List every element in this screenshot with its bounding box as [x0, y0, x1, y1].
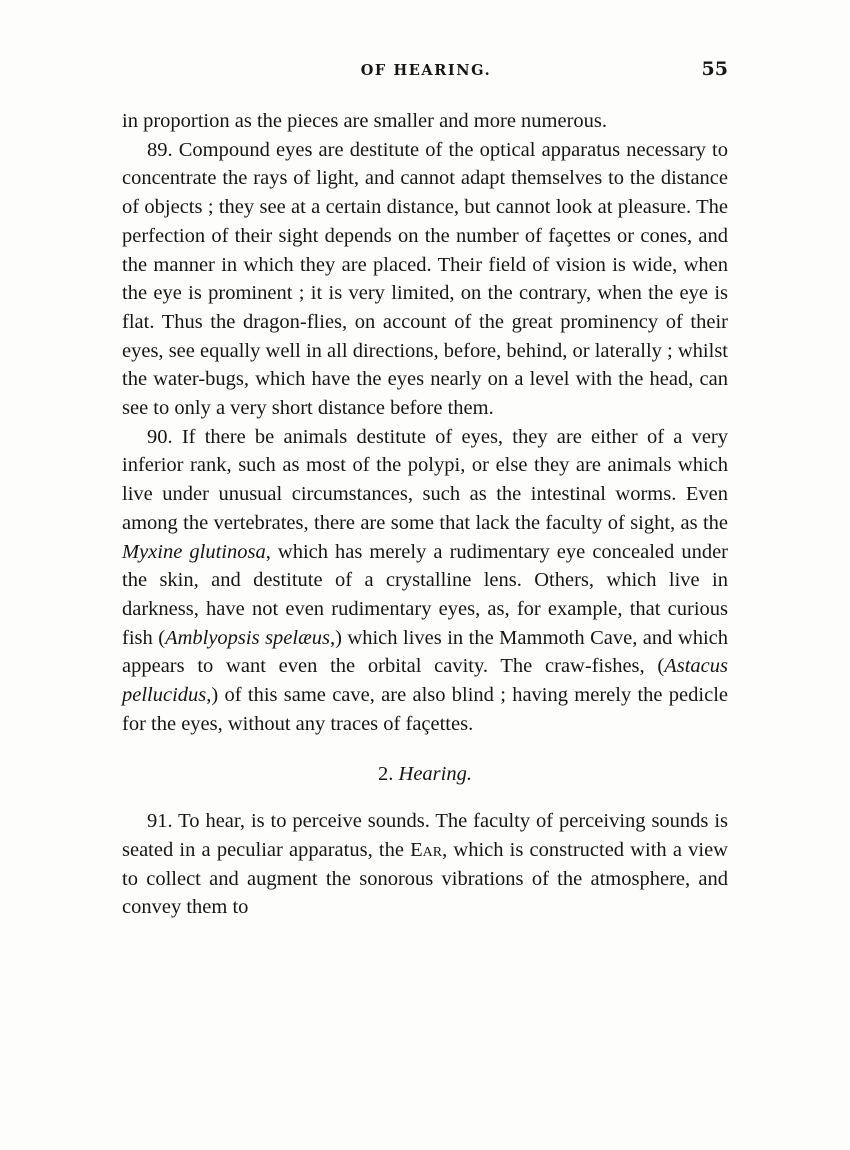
paragraph-90 [122, 423, 728, 739]
paragraph-continued: in proportion as the pieces are smaller and more numerous. [122, 110, 608, 132]
section-title: Hearing. [398, 763, 472, 786]
section-heading [122, 760, 728, 789]
paragraph-90-text-2: , which has merely a rudimentary eye concealed under the skin, and destitute of a crystalline lens. Others, which live in darkness, have not even rudimentary eyes, as, for example, that curious fish ( [122, 540, 728, 649]
species-name-myxine: Myxine glutinosa [122, 540, 266, 563]
running-title: OF HEARING. [360, 62, 492, 79]
body-text [122, 107, 728, 922]
paragraph-91 [122, 807, 728, 922]
paragraph-90-text-4: ,) of this same cave, are also blind ; having merely the pedicle for the eyes, without any traces of façettes. [122, 684, 728, 735]
paragraph-89: 89. Compound eyes are destitute of the optical apparatus necessary to concentrate the rays of light, and cannot adapt themselves to the distance of objects ; they see at a certain distance, but cannot look at pleasure. The perfection of their sight depends on the number of façettes or cones, and the manner in which they are placed. Their field of vision is wide, when the eye is prominent ; it is very limited, on the contrary, when the eye is flat. Thus the dragon-flies, on account of the great prominency of their eyes, see equally well in all directions, before, behind, or laterally ; whilst the water-bugs, which have the eyes nearly on a level with the head, can see to only a very short distance before them. [122, 138, 728, 420]
running-head [122, 58, 730, 88]
paragraph-90-text-3: ,) which lives in the Mammoth Cave, and which appears to want even the orbital cavity. The craw-fishes, ( [122, 626, 728, 678]
term-ear: Ear [410, 838, 443, 861]
species-name-astacus: Astacus pellucidus [122, 655, 728, 707]
page-number: 55 [701, 58, 728, 80]
paragraph-91-text-1: 91. To hear, is to perceive sounds. The faculty of perceiving sounds is seated in a peculiar apparatus, the [122, 810, 728, 861]
species-name-amblyopsis: Amblyopsis spelæus [165, 626, 330, 649]
paragraph-91-text-2: , which is constructed with a view to collect and augment the sonorous vibrations of the atmosphere, and convey them to [122, 838, 728, 919]
section-number: 2. [378, 763, 394, 786]
paragraph-90-text-1: 90. If there be animals destitute of eyes, they are either of a very inferior rank, such as most of the polypi, or else they are animals which live under unusual circumstances, such as the intestinal worms. Even among the vertebrates, there are some that lack the faculty of sight, as the [122, 425, 728, 534]
